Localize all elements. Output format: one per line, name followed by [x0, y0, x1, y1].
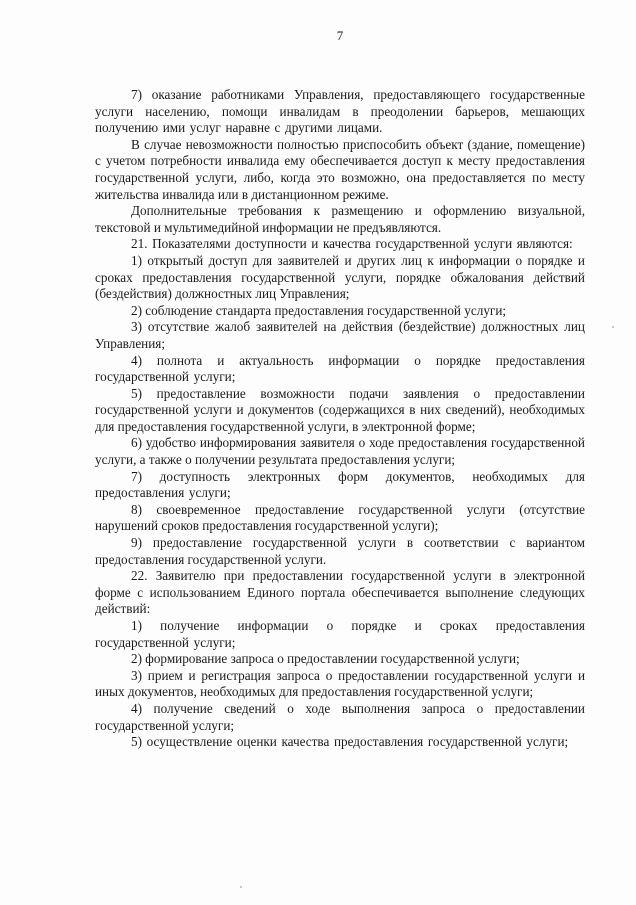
paragraph-indicator-6: 6) удобство информирования заявителя о ходе предоставления государственной услуги, а также о получении результата предоставления услуги; [95, 435, 585, 468]
paragraph-section-21-heading: 21. Показателями доступности и качества государственной услуги являются: [131, 236, 573, 252]
scan-speck [240, 886, 242, 888]
paragraph-indicator-8: 8) своевременное предоставление государственной услуги (отсутствие нарушений сроков предоставления государственной услуги); [95, 501, 585, 534]
paragraph-indicator-2: 2) соблюдение стандарта предоставления государственной услуги; [131, 302, 507, 318]
paragraph-indicator-1: 1) открытый доступ для заявителей и других лиц к информации о порядке и сроках предоставления государственной услуги, порядке обжалования действий (бездействия) должностных лиц Управления; [95, 252, 585, 302]
paragraph-indicator-3: 3) отсутствие жалоб заявителей на действия (бездействие) должностных лиц Управления; [95, 319, 585, 351]
paragraph-indicator-4: 4) полнота и актуальность информации о порядке предоставления государственной услуги; [95, 352, 585, 385]
paragraph-action-5: 5) осуществление оценки качества предоставления государственной услуги; [131, 734, 569, 750]
page-number: 7 [336, 28, 344, 43]
paragraph-indicator-9: 9) предоставление государственной услуги в соответствии с вариантом предоставления государственной услуги. [95, 535, 585, 567]
paragraph-indicator-5: 5) предоставление возможности подачи заявления о предоставлении государственной услуги и документов (содержащихся в них сведений), необходимых для предоставления государственной услуги, в электронной форме; [95, 385, 585, 434]
paragraph-action-2: 2) формирование запроса о предоставлении государственной услуги; [131, 651, 520, 667]
paragraph-section-22-heading: 22. Заявителю при предоставлении государственной услуги в электронной форме с использованием Единого портала обеспечивается выполнение следующих действий: [95, 568, 585, 617]
paragraph-action-1: 1) получение информации о порядке и сроках предоставления государственной услуги; [95, 618, 585, 650]
document-body [95, 87, 585, 751]
paragraph-action-3: 3) прием и регистрация запроса о предоставлении государственной услуги и иных документов, необходимых для предоставления государственной услуги; [95, 667, 585, 700]
paragraph-additional-requirements: Дополнительные требования к размещению и оформлению визуальной, текстовой и мультимедийной информации не предъявляются. [95, 203, 585, 235]
paragraph-action-4: 4) получение сведений о ходе выполнения запроса о предоставлении государственной услуги; [95, 700, 585, 733]
paragraph-indicator-7: 7) доступность электронных форм документов, необходимых для предоставления услуги; [95, 468, 585, 501]
paragraph-object-adaptation: В случае невозможности полностью приспособить объект (здание, помещение) с учетом потребности инвалида ему обеспечивается доступ к месту предоставления государственной услуги, либо, когда это возможно, она предоставляется по месту жительства инвалида или в дистанционном режиме. [95, 136, 585, 202]
scan-speck [612, 326, 614, 328]
paragraph-item-7-accessibility-assistance: 7) оказание работниками Управления, предоставляющего государственные услуги населению, помощи инвалидам в преодолении барьеров, мешающих получению ими услуг наравне с другими лицами. [95, 87, 585, 136]
